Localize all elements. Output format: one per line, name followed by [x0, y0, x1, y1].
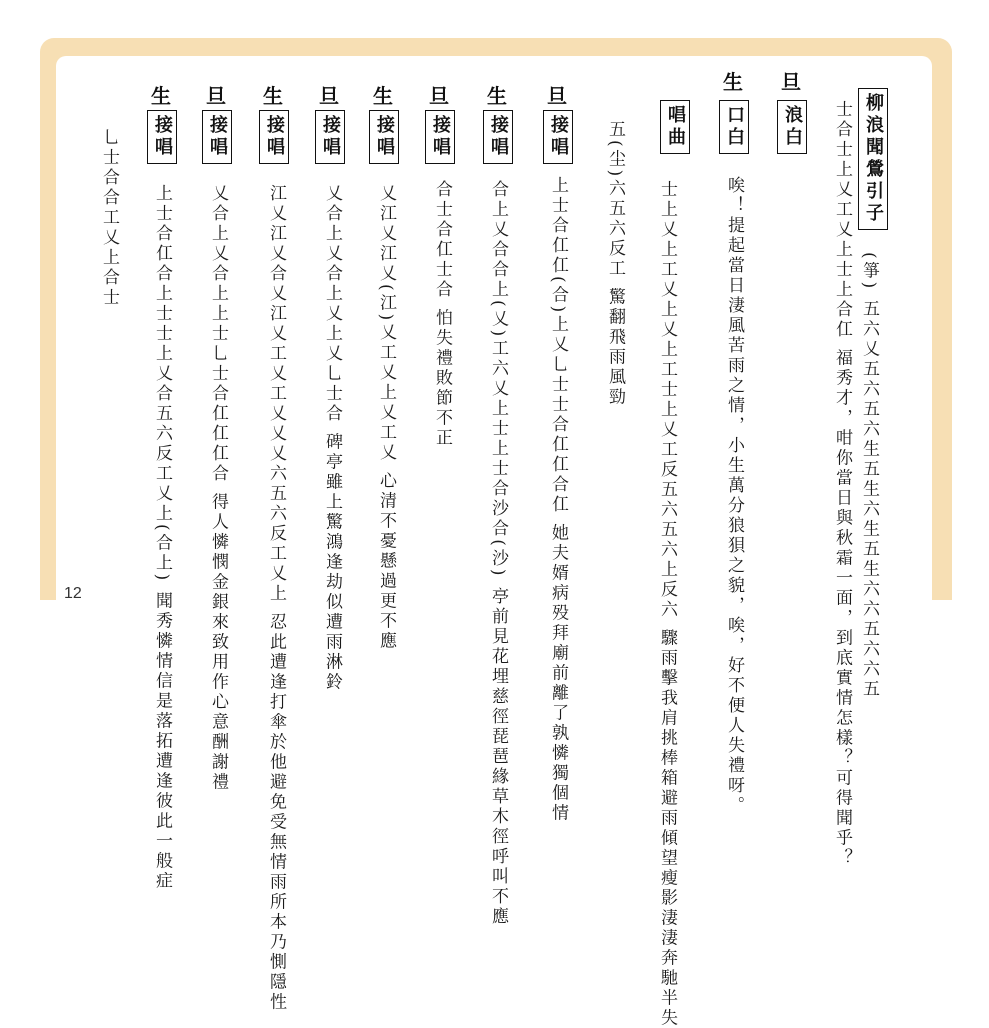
page-number: 12 — [64, 585, 82, 602]
role-name: 生 — [487, 84, 507, 108]
column-text: 士合士上乂工乂上士上合仜 福秀才，咁你當日與秋霜一面，到底實情怎樣？可得聞乎？ — [832, 100, 852, 869]
column-text: 士上乂上工乂上乂上工士上乂工反五六五六上反六 驟雨擊我肩挑棒箱避雨傾望瘦影淒淒奔馳半失 — [657, 180, 677, 1028]
role-name: 旦 — [429, 84, 449, 108]
column-label: 接唱 — [147, 110, 177, 164]
column-text: 五(尘)六五六反工 驚翻飛雨風勁 — [605, 120, 625, 408]
role-name: 旦 — [206, 84, 226, 108]
column-text: 合士合仜士合 怕失禮敗節不正 — [432, 180, 452, 449]
column-text: 乚士合合工乂上合士 — [99, 128, 119, 308]
column-label: 浪白 — [777, 100, 807, 154]
column-label: 接唱 — [259, 110, 289, 164]
role-name: 生 — [263, 84, 283, 108]
role-name: 旦 — [547, 84, 567, 108]
column-text: 上士合仜合上士士上乂合五六反工乂上(合上) 聞秀憐情信是落拓遭逢彼此一般症 — [152, 184, 172, 892]
role-name: 旦 — [319, 84, 339, 108]
role-name: 生 — [151, 84, 171, 108]
column-label: 接唱 — [483, 110, 513, 164]
column-text: 乂合上乂合上乂上乂乚士合 碑亭雖上驚鴻逢劫似遭雨淋鈴 — [322, 184, 342, 693]
role-name: 生 — [373, 84, 393, 108]
column-text: 江乂江乂合乂江乂工乂工乂乂乂六五六反工乂上 忍此遭逢打傘於他避免受無情雨所本乃惻隱性 — [266, 184, 286, 1013]
role-name: 生 — [723, 70, 743, 94]
column-text: 乂合上乂合上上士乚士合仜仜仜合 得人憐憫金銀來致用作心意酬謝禮 — [208, 184, 228, 793]
column-label: 接唱 — [202, 110, 232, 164]
column-label: 接唱 — [369, 110, 399, 164]
column-label: 接唱 — [543, 110, 573, 164]
column-label: 接唱 — [315, 110, 345, 164]
role-name: 旦 — [781, 70, 801, 94]
column-label: 柳浪聞鶯引子 — [858, 88, 888, 230]
column-text: 唉！提起當日淒風苦雨之情，小生萬分狼狽之貌，唉，好不便人失禮呀。 — [724, 176, 744, 816]
column-text: 上士合仜仜(合)上乂乚士士合仜仜合仜 她夫婿病殁拜廟前離了孰憐獨個情 — [548, 176, 568, 824]
column-text: 合上乂合合上(乂)工六乂上士上士合沙合(沙) 亭前見花埋慈徑琵琶緣草木徑呼叫不應 — [488, 180, 508, 927]
column-label: 口白 — [719, 100, 749, 154]
column-text: 乂江乂江乂(江)乂工乂上乂工乂 心清不憂懸過更不應 — [376, 184, 396, 652]
column-label: 唱曲 — [660, 100, 690, 154]
column-text: (箏) 五六乂五六五六生五生六生五生六六五六六五 — [859, 252, 879, 700]
column-label: 接唱 — [425, 110, 455, 164]
